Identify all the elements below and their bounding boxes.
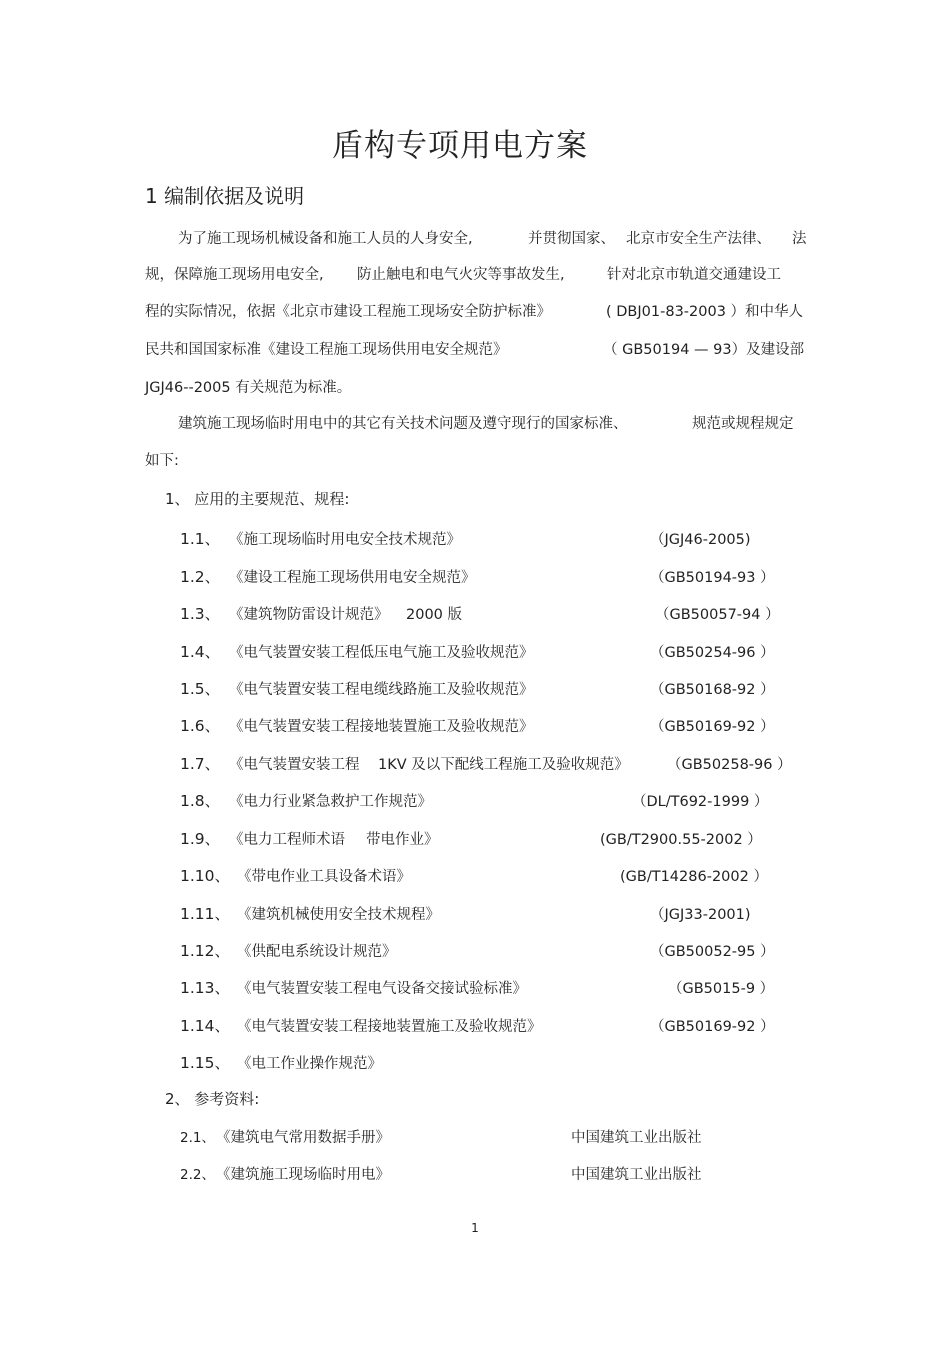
text-segment: 规范或规程规定: [692, 416, 794, 432]
item-number: 1.8、: [180, 792, 221, 810]
item-title: 《电气装置安装工程: [229, 757, 360, 773]
item-title: 《建筑物防雷设计规范》: [229, 607, 389, 623]
item-code: （GB50169-92 ）: [650, 719, 775, 735]
text-segment: 程的实际情况，依据《北京市建设工程施工现场安全防护标准》: [145, 304, 551, 320]
page-number: 1: [471, 1221, 479, 1235]
item-title: 《建筑电气常用数据手册》: [216, 1130, 390, 1146]
item-code: （GB5015-9 ）: [668, 981, 775, 997]
item-title: 《施工现场临时用电安全技术规范》: [229, 532, 461, 548]
item-number: 1.11、: [180, 905, 231, 923]
item-title: 《电力行业紧急救护工作规范》: [229, 794, 432, 810]
item-title: 《建筑机械使用安全技术规程》: [237, 907, 440, 923]
item-title-cont: 1KV 及以下配线工程施工及验收规范》: [378, 757, 629, 773]
item-code: （GB50052-95 ）: [650, 944, 775, 960]
item-number: 1.1、: [180, 530, 221, 548]
item-title-cont: 带电作业》: [366, 832, 439, 848]
item-code: （GB50254-96 ）: [650, 645, 775, 661]
text-segment: 为了施工现场机械设备和施工人员的人身安全,: [178, 231, 473, 247]
item-code: (GB/T14286-2002 ）: [620, 869, 768, 885]
text-segment: 北京市安全生产法律、: [626, 231, 771, 247]
item-code: （JGJ33-2001): [650, 907, 751, 923]
item-code: （GB50194-93 ）: [650, 570, 775, 586]
item-title: 《建筑施工现场临时用电》: [216, 1167, 390, 1183]
text-segment: 民共和国国家标准《建设工程施工现场供用电安全规范》: [145, 342, 508, 358]
item-code: （JGJ46-2005): [650, 532, 751, 548]
item-title: 《电气装置安装工程电缆线路施工及验收规范》: [229, 682, 534, 698]
item-number: 1.5、: [180, 680, 221, 698]
item-code: （DL/T692-1999 ）: [632, 794, 769, 810]
item-number: 1.6、: [180, 717, 221, 735]
item-number: 1.4、: [180, 643, 221, 661]
group1-heading: 1、 应用的主要规范、规程:: [165, 490, 350, 508]
text-segment: （ GB50194 — 93）及建设部: [603, 342, 805, 358]
item-title: 《电力工程师术语: [229, 832, 345, 848]
item-number: 2.2、: [180, 1167, 215, 1183]
document-title: 盾构专项用电方案: [332, 128, 588, 164]
item-publisher: 中国建筑工业出版社: [571, 1130, 702, 1146]
item-code: （GB50169-92 ）: [650, 1019, 775, 1035]
item-title: 《电气装置安装工程接地装置施工及验收规范》: [237, 1019, 542, 1035]
item-title: 《供配电系统设计规范》: [237, 944, 397, 960]
item-edition: 2000 版: [406, 607, 463, 623]
text-segment: 并贯彻国家、: [528, 231, 615, 247]
item-title: 《电气装置安装工程低压电气施工及验收规范》: [229, 645, 534, 661]
item-code: （GB50168-92 ）: [650, 682, 775, 698]
text-segment: 建筑施工现场临时用电中的其它有关技术问题及遵守现行的国家标准、: [178, 416, 628, 432]
item-number: 1.15、: [180, 1054, 231, 1072]
item-publisher: 中国建筑工业出版社: [571, 1167, 702, 1183]
item-number: 1.2、: [180, 568, 221, 586]
item-title: 《电工作业操作规范》: [237, 1056, 382, 1072]
item-number: 1.10、: [180, 867, 231, 885]
text-segment: 法: [792, 231, 807, 247]
item-code: （GB50057-94 ）: [655, 607, 780, 623]
text-segment: JGJ46--2005 有关规范为标准。: [145, 380, 352, 396]
item-number: 1.3、: [180, 605, 221, 623]
section-heading: 1 编制依据及说明: [145, 184, 305, 208]
text-segment: 防止触电和电气火灾等事故发生,: [357, 267, 565, 283]
item-number: 1.13、: [180, 979, 231, 997]
item-title: 《带电作业工具设备术语》: [237, 869, 411, 885]
item-title: 《电气装置安装工程接地装置施工及验收规范》: [229, 719, 534, 735]
item-number: 1.9、: [180, 830, 221, 848]
text-segment: 针对北京市轨道交通建设工: [607, 267, 781, 283]
item-code: （GB50258-96 ）: [667, 757, 792, 773]
item-number: 1.7、: [180, 755, 221, 773]
group2-heading: 2、 参考资料:: [165, 1090, 260, 1108]
item-number: 1.12、: [180, 942, 231, 960]
item-code: (GB/T2900.55-2002 ）: [600, 832, 762, 848]
item-number: 1.14、: [180, 1017, 231, 1035]
item-number: 2.1、: [180, 1130, 215, 1146]
text-segment: 规，保障施工现场用电安全,: [145, 267, 324, 283]
text-segment: 如下:: [145, 453, 179, 469]
item-title: 《电气装置安装工程电气设备交接试验标准》: [237, 981, 527, 997]
text-segment: ( DBJ01-83-2003 ）和中华人: [606, 304, 804, 320]
item-title: 《建设工程施工现场供用电安全规范》: [229, 570, 476, 586]
